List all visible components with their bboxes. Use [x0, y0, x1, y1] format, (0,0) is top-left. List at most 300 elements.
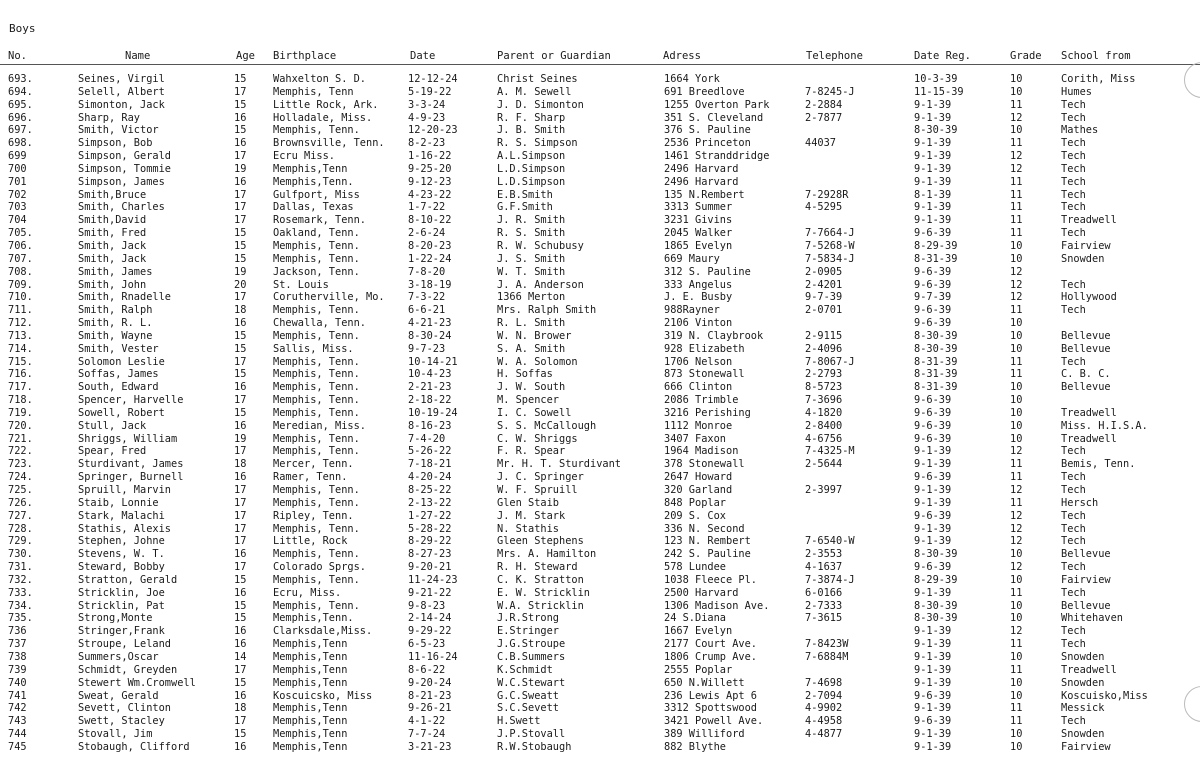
cell-name: Stephen, Johne — [78, 535, 165, 548]
cell-telephone: 2-0905 — [805, 265, 843, 278]
cell-date: 1-27-22 — [408, 509, 452, 522]
cell-name: Stricklin, Joe — [78, 586, 165, 599]
cell-birthplace: Memphis,Tenn. — [273, 175, 354, 188]
cell-telephone: 2-2884 — [805, 98, 843, 111]
cell-grade: 11 — [1010, 496, 1023, 509]
table-row — [0, 279, 1200, 292]
cell-age: 17 — [234, 509, 247, 522]
cell-parent: E. W. Stricklin — [497, 586, 590, 599]
cell-date-reg: 8-31-39 — [914, 252, 958, 265]
cell-school: Koscuisko,Miss — [1061, 689, 1148, 702]
cell-school: Treadwell — [1061, 663, 1117, 676]
cell-telephone: 2-3553 — [805, 548, 843, 561]
table-row — [0, 445, 1200, 458]
cell-date-reg: 9-1-39 — [914, 625, 952, 638]
cell-date-reg: 9-6-39 — [914, 227, 952, 240]
cell-date: 5-28-22 — [408, 522, 452, 535]
cell-parent: H.Swett — [497, 715, 541, 728]
cell-school: Mathes — [1061, 124, 1099, 137]
cell-date-reg: 9-1-39 — [914, 98, 952, 111]
cell-telephone: 2-4096 — [805, 342, 843, 355]
cell-birthplace: Little, Rock — [273, 535, 348, 548]
cell-school: Treadwell — [1061, 214, 1117, 227]
cell-no: 693. — [8, 73, 33, 85]
cell-birthplace: Memphis, Tenn. — [273, 394, 360, 407]
table-row — [0, 99, 1200, 112]
cell-school: Tech — [1061, 535, 1086, 548]
cell-grade: 10 — [1010, 85, 1023, 98]
cell-birthplace: Memphis,Tenn — [273, 663, 348, 676]
cell-date-reg: 8-30-39 — [914, 329, 958, 342]
cell-birthplace: Colorado Sprgs. — [273, 561, 366, 574]
cell-date-reg: 9-1-39 — [914, 496, 952, 509]
cell-age: 17 — [234, 201, 247, 214]
cell-name: Stewert Wm.Cromwell — [78, 676, 196, 689]
cell-address: 320 Garland — [664, 484, 733, 496]
cell-school: Hersch — [1061, 496, 1099, 509]
cell-no: 713. — [8, 329, 33, 342]
cell-grade: 11 — [1010, 368, 1023, 381]
cell-date-reg: 9-6-39 — [914, 432, 952, 445]
cell-parent: S. S. McCallough — [497, 419, 597, 432]
cell-parent: R. S. Simpson — [497, 137, 578, 150]
cell-no: 720. — [8, 419, 33, 432]
cell-address: 351 S. Cleveland — [664, 111, 764, 124]
cell-no: 703 — [8, 201, 27, 214]
cell-birthplace: Memphis, Tenn. — [273, 252, 360, 265]
cell-address: 1706 Nelson — [664, 355, 733, 368]
cell-age: 15 — [234, 98, 247, 111]
cell-date: 8-25-22 — [408, 484, 452, 496]
cell-no: 719. — [8, 406, 33, 419]
cell-age: 15 — [234, 239, 247, 252]
cell-no: 732. — [8, 573, 33, 586]
cell-age: 15 — [234, 599, 247, 612]
cell-no: 705. — [8, 227, 33, 240]
cell-name: Smith, Rnadelle — [78, 291, 171, 304]
cell-name: Smith, Jack — [78, 252, 147, 265]
table-row — [0, 214, 1200, 227]
table-row — [0, 381, 1200, 394]
cell-grade: 11 — [1010, 715, 1023, 728]
cell-school: Snowden — [1061, 676, 1105, 689]
table-row — [0, 124, 1200, 137]
column-header-date: Date — [410, 50, 436, 62]
cell-date-reg: 9-6-39 — [914, 715, 952, 728]
cell-age: 15 — [234, 73, 247, 85]
cell-grade: 12 — [1010, 535, 1023, 548]
cell-date: 6-6-21 — [408, 304, 446, 317]
cell-parent: C. W. Shriggs — [497, 432, 578, 445]
cell-name: Sturdivant, James — [78, 458, 184, 471]
cell-name: Staib, Lonnie — [78, 496, 159, 509]
cell-address: 1964 Madison — [664, 445, 739, 458]
cell-grade: 10 — [1010, 239, 1023, 252]
cell-no: 696. — [8, 111, 33, 124]
cell-name: Smith,David — [78, 214, 147, 227]
cell-date: 9-8-23 — [408, 599, 446, 612]
cell-no: 717. — [8, 381, 33, 394]
cell-name: Smith, Ralph — [78, 304, 153, 317]
cell-date-reg: 8-29-39 — [914, 239, 958, 252]
cell-grade: 12 — [1010, 509, 1023, 522]
table-row — [0, 433, 1200, 446]
cell-date-reg: 8-30-39 — [914, 612, 958, 625]
cell-date: 4-23-22 — [408, 188, 452, 201]
column-header-address: Adress — [663, 50, 701, 62]
cell-grade: 11 — [1010, 137, 1023, 150]
table-row — [0, 240, 1200, 253]
cell-grade: 10 — [1010, 124, 1023, 137]
cell-school: Bemis, Tenn. — [1061, 458, 1136, 471]
cell-school: Fairview — [1061, 573, 1111, 586]
cell-grade: 10 — [1010, 689, 1023, 702]
cell-no: 724. — [8, 471, 33, 484]
cell-telephone: 2-7094 — [805, 689, 843, 702]
cell-name: Spencer, Harvelle — [78, 394, 184, 407]
cell-parent: E.B.Smith — [497, 188, 553, 201]
cell-name: Spruill, Marvin — [78, 484, 171, 496]
cell-date-reg: 8-30-39 — [914, 548, 958, 561]
cell-no: 701 — [8, 175, 27, 188]
table-row — [0, 368, 1200, 381]
cell-address: 666 Clinton — [664, 381, 733, 394]
cell-no: 723. — [8, 458, 33, 471]
header-rule — [0, 64, 1200, 65]
register-table — [0, 73, 1200, 754]
cell-school: Tech — [1061, 111, 1086, 124]
cell-parent: R. W. Schubusy — [497, 239, 584, 252]
cell-date-reg: 8-30-39 — [914, 342, 958, 355]
cell-no: 744 — [8, 728, 27, 741]
cell-school: Corith, Miss — [1061, 73, 1136, 85]
cell-date-reg: 9-6-39 — [914, 394, 952, 407]
cell-grade: 10 — [1010, 394, 1023, 407]
cell-date: 8-27-23 — [408, 548, 452, 561]
cell-age: 19 — [234, 265, 247, 278]
cell-date: 4-20-24 — [408, 471, 452, 484]
cell-school: Tech — [1061, 175, 1086, 188]
cell-no: 698. — [8, 137, 33, 150]
cell-grade: 10 — [1010, 342, 1023, 355]
cell-birthplace: Memphis, Tenn. — [273, 599, 360, 612]
table-row — [0, 458, 1200, 471]
cell-date-reg: 8-31-39 — [914, 355, 958, 368]
cell-no: 745 — [8, 740, 27, 753]
column-header-date-reg: Date Reg. — [914, 50, 971, 62]
cell-date-reg: 9-1-39 — [914, 522, 952, 535]
cell-date: 2-18-22 — [408, 394, 452, 407]
table-row — [0, 150, 1200, 163]
cell-name: Stobaugh, Clifford — [78, 740, 190, 753]
cell-date-reg: 9-6-39 — [914, 471, 952, 484]
cell-telephone: 7-7664-J — [805, 227, 855, 240]
cell-date-reg: 9-1-39 — [914, 175, 952, 188]
cell-date-reg: 9-1-39 — [914, 137, 952, 150]
cell-name: Smith,Bruce — [78, 188, 147, 201]
cell-address: 2106 Vinton — [664, 317, 733, 330]
column-header-birthplace: Birthplace — [273, 50, 337, 62]
cell-parent: J. R. Smith — [497, 214, 566, 227]
cell-birthplace: Memphis, Tenn. — [273, 445, 360, 458]
cell-name: Seines, Virgil — [78, 73, 165, 85]
cell-birthplace: Clarksdale,Miss. — [273, 625, 373, 638]
cell-parent: N. Stathis — [497, 522, 559, 535]
cell-date-reg: 8-31-39 — [914, 368, 958, 381]
cell-school: Tech — [1061, 98, 1086, 111]
cell-name: Stratton, Gerald — [78, 573, 178, 586]
cell-date: 7-18-21 — [408, 458, 452, 471]
cell-age: 19 — [234, 432, 247, 445]
cell-birthplace: Jackson, Tenn. — [273, 265, 360, 278]
cell-school: Tech — [1061, 522, 1086, 535]
cell-grade: 11 — [1010, 175, 1023, 188]
cell-age: 16 — [234, 548, 247, 561]
cell-address: 333 Angelus — [664, 278, 733, 291]
cell-parent: Gleen Stephens — [497, 535, 584, 548]
cell-name: Summers,Oscar — [78, 650, 159, 663]
cell-no: 708. — [8, 265, 33, 278]
cell-birthplace: Memphis,Tenn — [273, 676, 348, 689]
cell-age: 16 — [234, 689, 247, 702]
cell-name: Smith, Charles — [78, 201, 165, 214]
cell-parent: C.B.Summers — [497, 650, 566, 663]
table-row — [0, 548, 1200, 561]
cell-parent: L.D.Simpson — [497, 175, 566, 188]
cell-telephone: 7-2928R — [805, 188, 849, 201]
cell-grade: 10 — [1010, 599, 1023, 612]
cell-date: 10-19-24 — [408, 406, 458, 419]
cell-date-reg: 9-1-39 — [914, 638, 952, 651]
cell-no: 743 — [8, 715, 27, 728]
cell-telephone: 7-6540-W — [805, 535, 855, 548]
table-row — [0, 510, 1200, 523]
column-header-grade: Grade — [1010, 50, 1042, 62]
cell-parent: Glen Staib — [497, 496, 559, 509]
table-row — [0, 137, 1200, 150]
cell-age: 15 — [234, 227, 247, 240]
cell-birthplace: Oakland, Tenn. — [273, 227, 360, 240]
column-header-parent: Parent or Guardian — [497, 50, 611, 62]
cell-name: South, Edward — [78, 381, 159, 394]
cell-school: Tech — [1061, 715, 1086, 728]
table-row — [0, 317, 1200, 330]
cell-name: Schmidt, Greyden — [78, 663, 178, 676]
cell-age: 15 — [234, 124, 247, 137]
cell-date-reg: 9-1-39 — [914, 150, 952, 163]
cell-address: 1461 Stranddridge — [664, 150, 770, 163]
cell-address: 928 Elizabeth — [664, 342, 745, 355]
cell-address: 2086 Trimble — [664, 394, 739, 407]
cell-date: 2-21-23 — [408, 381, 452, 394]
cell-parent: R. S. Smith — [497, 227, 566, 240]
cell-no: 712. — [8, 317, 33, 330]
cell-name: Simpson, Gerald — [78, 150, 171, 163]
cell-grade: 11 — [1010, 188, 1023, 201]
cell-name: Steward, Bobby — [78, 561, 165, 574]
cell-address: 3231 Givins — [664, 214, 733, 227]
cell-birthplace: Memphis,Tenn — [273, 162, 348, 175]
cell-birthplace: Rosemark, Tenn. — [273, 214, 366, 227]
cell-name: Smith, James — [78, 265, 153, 278]
cell-date: 8-29-22 — [408, 535, 452, 548]
cell-date: 9-20-21 — [408, 561, 452, 574]
cell-birthplace: Memphis,Tenn — [273, 715, 348, 728]
table-row — [0, 189, 1200, 202]
cell-date: 8-10-22 — [408, 214, 452, 227]
cell-name: Spear, Fred — [78, 445, 147, 458]
cell-date: 2-14-24 — [408, 612, 452, 625]
cell-telephone: 9-7-39 — [805, 291, 843, 304]
cell-date: 3-3-24 — [408, 98, 446, 111]
cell-date: 12-12-24 — [408, 73, 458, 85]
cell-school: Tech — [1061, 162, 1086, 175]
cell-address: 376 S. Pauline — [664, 124, 751, 137]
cell-school: Snowden — [1061, 728, 1105, 741]
table-row — [0, 535, 1200, 548]
cell-age: 17 — [234, 355, 247, 368]
table-row — [0, 471, 1200, 484]
table-row — [0, 677, 1200, 690]
cell-no: 739 — [8, 663, 27, 676]
cell-telephone: 2-7877 — [805, 111, 843, 124]
cell-school: Tech — [1061, 638, 1086, 651]
cell-date: 2-13-22 — [408, 496, 452, 509]
cell-date-reg: 9-1-39 — [914, 458, 952, 471]
table-row — [0, 163, 1200, 176]
cell-no: 699 — [8, 150, 27, 163]
cell-no: 730. — [8, 548, 33, 561]
column-header-name: Name — [125, 50, 151, 62]
cell-no: 726. — [8, 496, 33, 509]
cell-grade: 10 — [1010, 432, 1023, 445]
cell-grade: 11 — [1010, 702, 1023, 715]
cell-birthplace: Memphis, Tenn. — [273, 124, 360, 137]
cell-telephone: 2-9115 — [805, 329, 843, 342]
cell-age: 17 — [234, 445, 247, 458]
cell-birthplace: Mercer, Tenn. — [273, 458, 354, 471]
table-row — [0, 715, 1200, 728]
cell-grade: 10 — [1010, 573, 1023, 586]
cell-address: 3312 Spottswood — [664, 702, 757, 715]
cell-telephone: 2-5644 — [805, 458, 843, 471]
cell-parent: J.P.Stovall — [497, 728, 566, 741]
cell-date-reg: 9-7-39 — [914, 291, 952, 304]
cell-telephone: 4-4877 — [805, 728, 843, 741]
cell-name: Sharp, Ray — [78, 111, 140, 124]
cell-address: 378 Stonewall — [664, 458, 745, 471]
cell-date: 7-7-24 — [408, 728, 446, 741]
cell-birthplace: Memphis,Tenn — [273, 650, 348, 663]
cell-date-reg: 11-15-39 — [914, 85, 964, 98]
cell-birthplace: Memphis, Tenn. — [273, 432, 360, 445]
cell-date-reg: 9-6-39 — [914, 278, 952, 291]
cell-telephone: 6-0166 — [805, 586, 843, 599]
cell-telephone: 2-0701 — [805, 304, 843, 317]
cell-birthplace: Memphis, Tenn. — [273, 355, 360, 368]
cell-date: 4-1-22 — [408, 715, 446, 728]
cell-address: 2555 Poplar — [664, 663, 733, 676]
cell-no: 715. — [8, 355, 33, 368]
table-row — [0, 253, 1200, 266]
cell-birthplace: Sallis, Miss. — [273, 342, 354, 355]
cell-date-reg: 9-6-39 — [914, 265, 952, 278]
cell-birthplace: Memphis, Tenn. — [273, 239, 360, 252]
cell-date: 4-21-23 — [408, 317, 452, 330]
cell-address: 2536 Princeton — [664, 137, 751, 150]
cell-age: 15 — [234, 342, 247, 355]
cell-school: Tech — [1061, 484, 1086, 496]
cell-date-reg: 8-31-39 — [914, 381, 958, 394]
cell-telephone: 7-5834-J — [805, 252, 855, 265]
cell-telephone: 7-3696 — [805, 394, 843, 407]
cell-birthplace: Memphis, Tenn. — [273, 368, 360, 381]
cell-name: Soffas, James — [78, 368, 159, 381]
cell-name: Stark, Malachi — [78, 509, 165, 522]
table-row — [0, 728, 1200, 741]
cell-age: 17 — [234, 663, 247, 676]
cell-telephone: 4-4958 — [805, 715, 843, 728]
table-row — [0, 638, 1200, 651]
cell-date-reg: 9-1-39 — [914, 728, 952, 741]
cell-date-reg: 9-6-39 — [914, 689, 952, 702]
table-row — [0, 356, 1200, 369]
cell-address: 319 N. Claybrook — [664, 329, 764, 342]
column-header-row — [0, 50, 1200, 64]
cell-name: Smith, Wayne — [78, 329, 153, 342]
cell-grade: 10 — [1010, 676, 1023, 689]
cell-date-reg: 9-6-39 — [914, 304, 952, 317]
cell-grade: 12 — [1010, 291, 1023, 304]
cell-no: 722. — [8, 445, 33, 458]
cell-age: 15 — [234, 252, 247, 265]
cell-grade: 11 — [1010, 355, 1023, 368]
cell-school: C. B. C. — [1061, 368, 1111, 381]
cell-grade: 12 — [1010, 445, 1023, 458]
cell-age: 15 — [234, 368, 247, 381]
cell-name: Smith, Vester — [78, 342, 159, 355]
table-row — [0, 664, 1200, 677]
cell-date: 8-21-23 — [408, 689, 452, 702]
cell-parent: R. H. Steward — [497, 561, 578, 574]
table-row — [0, 561, 1200, 574]
cell-address: 873 Stonewall — [664, 368, 745, 381]
cell-date: 1-7-22 — [408, 201, 446, 214]
cell-no: 738 — [8, 650, 27, 663]
cell-date-reg: 9-6-39 — [914, 317, 952, 330]
table-row — [0, 176, 1200, 189]
cell-date-reg: 9-1-39 — [914, 650, 952, 663]
cell-parent: J.G.Stroupe — [497, 638, 566, 651]
cell-parent: Mrs. Ralph Smith — [497, 304, 597, 317]
cell-date: 8-2-23 — [408, 137, 446, 150]
column-header-telephone: Telephone — [806, 50, 863, 62]
cell-date: 9-12-23 — [408, 175, 452, 188]
cell-age: 17 — [234, 496, 247, 509]
cell-address: 1255 Overton Park — [664, 98, 770, 111]
cell-date: 5-26-22 — [408, 445, 452, 458]
cell-age: 15 — [234, 573, 247, 586]
table-row — [0, 702, 1200, 715]
cell-no: 734. — [8, 599, 33, 612]
cell-no: 741 — [8, 689, 27, 702]
cell-telephone: 2-3997 — [805, 484, 843, 496]
cell-date-reg: 9-1-39 — [914, 702, 952, 715]
table-row — [0, 484, 1200, 497]
cell-grade: 10 — [1010, 612, 1023, 625]
cell-grade: 10 — [1010, 406, 1023, 419]
cell-address: 236 Lewis Apt 6 — [664, 689, 757, 702]
